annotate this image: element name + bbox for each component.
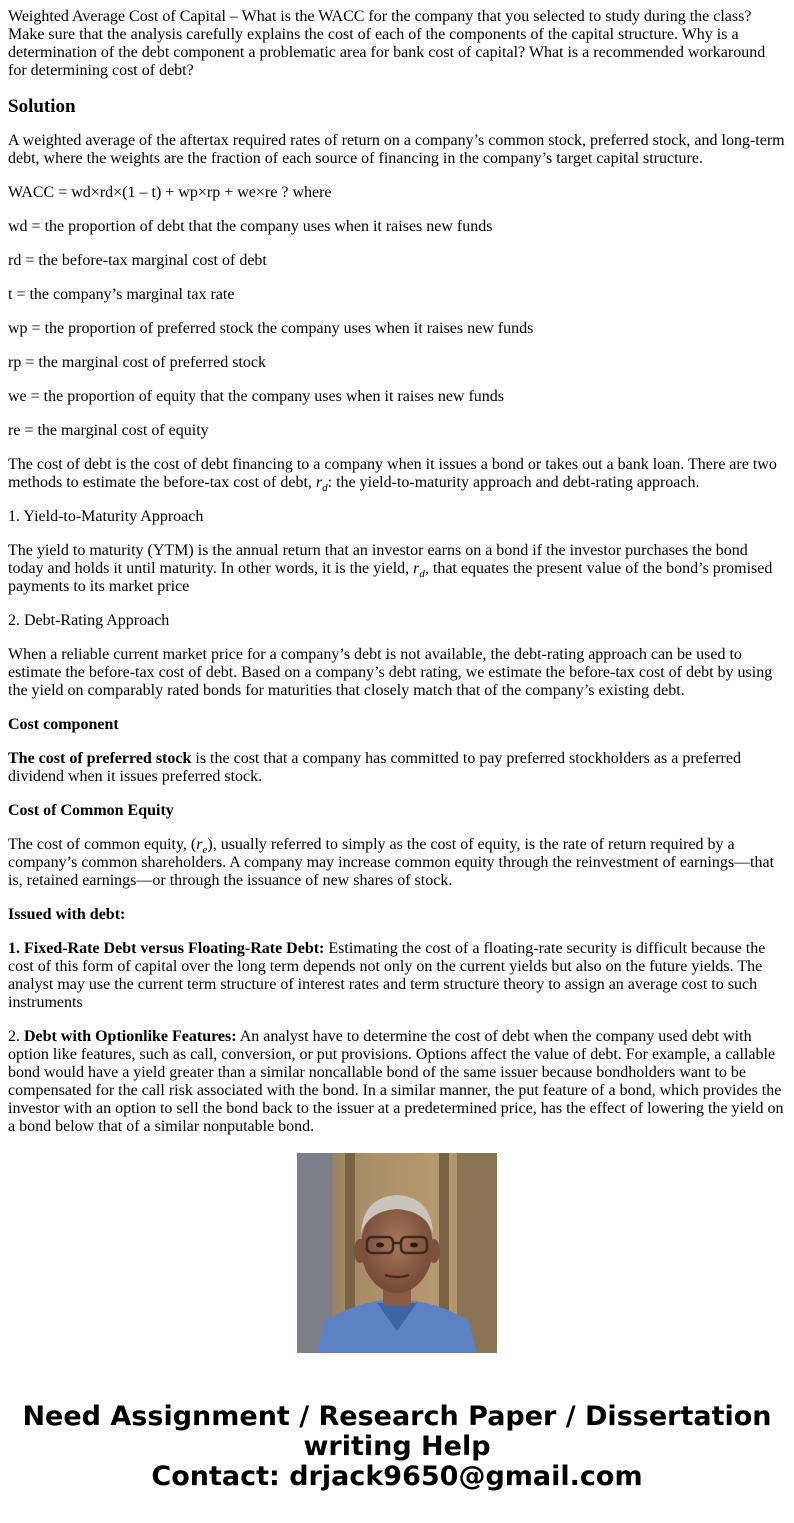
optionlike-text: An analyst have to determine the cost of debt when the company used debt with option like features, such as call, conversion, or put provisions. Options affect the value of debt. For example, a callable bond would have a yield greater than a similar noncallable bond of the same issuer because bondholders want to be compensated for the call risk associated with the bond. In a similar manner, the put feature of a bond, which provides the investor with an option to sell the bond back to the issuer at a predetermined price, has the effect of lowering the yield on a bond below that of a similar nonputable bond. xyxy=(8,1028,784,1135)
ytm-paragraph xyxy=(8,542,786,596)
variable-rd: rd = the before-tax marginal cost of debt xyxy=(8,252,267,269)
cost-of-debt-text-end: : the yield-to-maturity approach and debt-rating approach. xyxy=(327,474,700,491)
solution-heading: Solution xyxy=(8,96,76,117)
wacc-formula: WACC = wd×rd×(1 – t) + wp×rp + we×re ? where xyxy=(8,184,332,201)
rd-symbol: $r_d$ xyxy=(413,560,425,581)
preferred-stock-term: The cost of preferred stock xyxy=(8,750,192,767)
cost-of-debt-paragraph xyxy=(8,456,786,495)
variable-re: re = the marginal cost of equity xyxy=(8,422,209,439)
common-equity-paragraph xyxy=(8,836,786,890)
debt-rating-heading: 2. Debt-Rating Approach xyxy=(8,612,170,629)
article-content xyxy=(8,0,786,1135)
variable-we: we = the proportion of equity that the company uses when it raises new funds xyxy=(8,388,505,405)
issued-with-debt-heading: Issued with debt: xyxy=(8,906,126,923)
optionlike-term: Debt with Optionlike Features: xyxy=(24,1028,237,1045)
wacc-definition: A weighted average of the aftertax required rates of return on a company’s common stock, preferred stock, and long-term debt, where the weights are the fraction of each source of financing in the company’s target capital structure. xyxy=(8,132,785,167)
fixed-floating-paragraph xyxy=(8,940,786,1012)
promo-contact: Contact: drjack9650@gmail.com xyxy=(151,1461,643,1492)
common-equity-text-end: ), usually referred to simply as the cost of equity, is the rate of return required by a company’s common shareholders. A company may increase common equity through the reinvestment of earnings—that is, retained earnings—or through the issuance of new shares of stock. xyxy=(8,836,775,889)
cost-of-debt-text: The cost of debt is the cost of debt financing to a company when it issues a bond or takes out a bank loan. There are two methods to estimate the before-tax cost of debt, xyxy=(8,456,777,491)
promo-banner xyxy=(0,1402,794,1492)
fixed-floating-term: 1. Fixed-Rate Debt versus Floating-Rate Debt: xyxy=(8,940,325,957)
debt-rating-paragraph: When a reliable current market price for a company’s debt is not available, the debt-rating approach can be used to estimate the before-tax cost of debt. Based on a company’s debt rating, we estimate the before-tax cost of debt by using the yield on comparably rated bonds for maturities that closely match that of the company’s existing debt. xyxy=(8,646,773,699)
variable-wd: wd = the proportion of debt that the company uses when it raises new funds xyxy=(8,218,493,235)
variable-wp: wp = the proportion of preferred stock the company uses when it raises new funds xyxy=(8,320,534,337)
ytm-text-end: , that equates the present value of the bond’s promised payments to its market price xyxy=(8,560,773,595)
variable-t: t = the company’s marginal tax rate xyxy=(8,286,235,303)
variable-rp: rp = the marginal cost of preferred stock xyxy=(8,354,266,371)
ytm-heading: 1. Yield-to-Maturity Approach xyxy=(8,508,204,525)
cost-component-heading: Cost component xyxy=(8,716,119,733)
common-equity-heading: Cost of Common Equity xyxy=(8,802,174,819)
optionlike-paragraph: 2. Debt with Optionlike Features: An analyst have to determine the cost of debt when the company used debt with option like features, such as call, conversion, or put provisions. Options affect the value of debt. For example, a callable bond would have a yield greater than a similar noncallable bond of the same issuer because bondholders want to be compensated for the call risk associated with the bond. In a similar manner, the put feature of a bond, which provides the investor with an option to sell the bond back to the issuer at a predetermined price, has the effect of lowering the yield on a bond below that of a similar nonputable bond. xyxy=(8,1028,784,1135)
preferred-stock-text: is the cost that a company has committed to pay preferred stockholders as a preferred dividend when it issues preferred stock. xyxy=(8,750,741,785)
author-avatar xyxy=(297,1153,497,1353)
preferred-stock-paragraph xyxy=(8,750,786,786)
fixed-floating-text: Estimating the cost of a floating-rate security is difficult because the cost of this form of capital over the long term depends not only on the current yields but also on the future yields. The analyst may use the current term structure of interest rates and term structure theory to assign an average cost to such instruments xyxy=(8,940,766,1011)
re-symbol: $r_e$ xyxy=(196,836,208,857)
promo-line-1: Need Assignment / Research Paper / Dissertation xyxy=(22,1401,772,1432)
promo-line-2: writing Help xyxy=(303,1431,491,1462)
common-equity-text: The cost of common equity, ( xyxy=(8,836,197,853)
rd-symbol: $r_d$ xyxy=(315,474,328,495)
ytm-text: The yield to maturity (YTM) is the annual return that an investor earns on a bond if the investor purchases the bond today and holds it until maturity. In other words, it is the yield, xyxy=(8,542,748,577)
question-text: Weighted Average Cost of Capital – What is the WACC for the company that you selected to study during the class? Make sure that the analysis carefully explains the cost of each of the components of the capital structure. Why is a determination of the debt component a problematic area for bank cost of capital? What is a recommended workaround for determining cost of debt? xyxy=(8,8,766,79)
author-photo xyxy=(297,1153,497,1353)
